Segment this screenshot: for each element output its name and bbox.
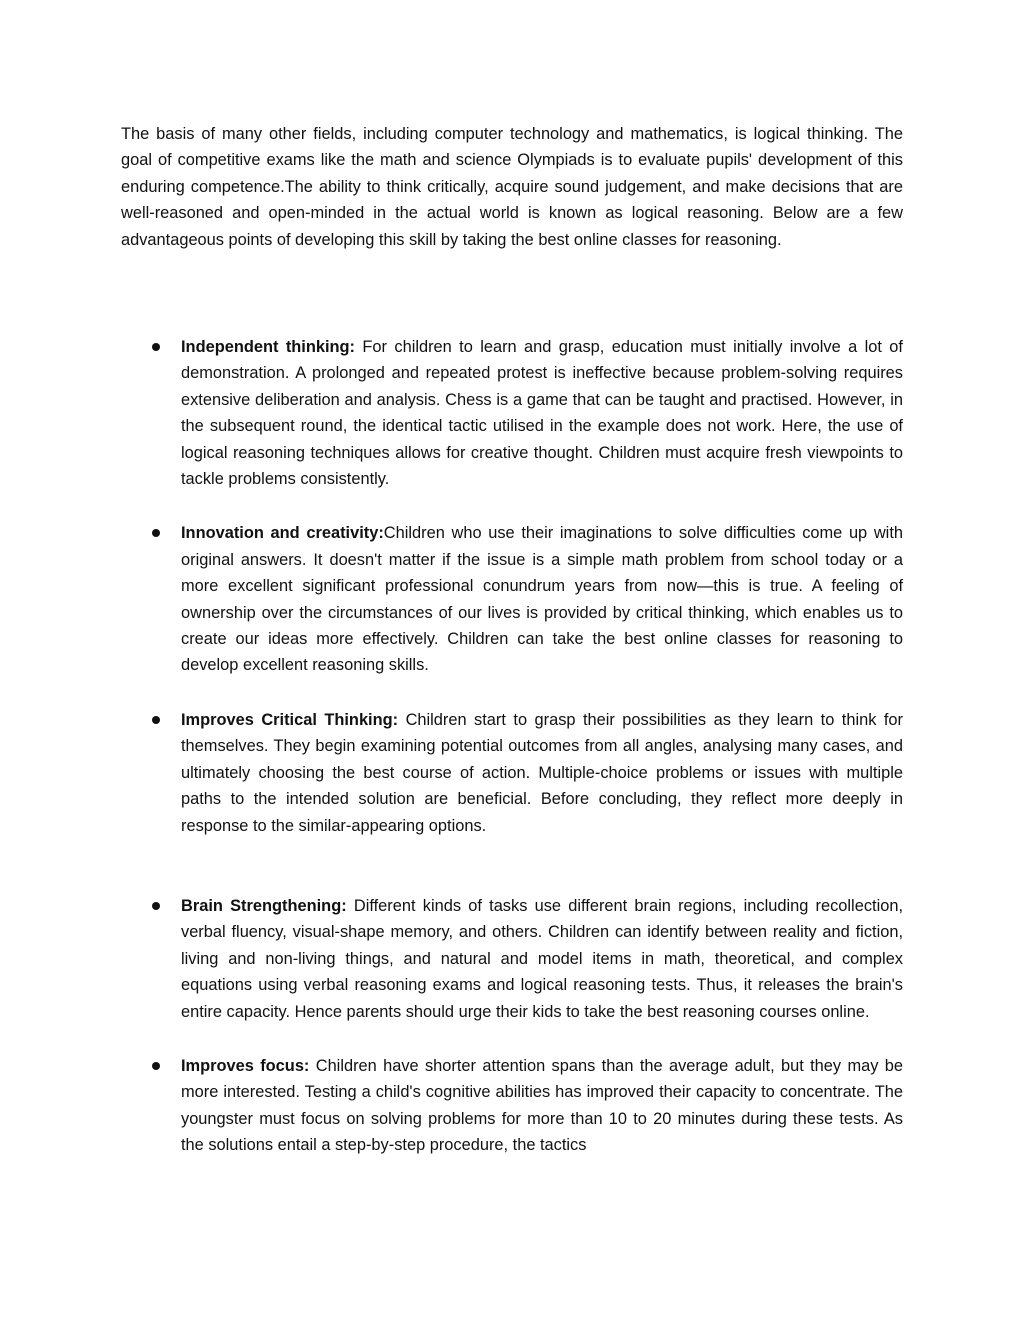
list-item <box>121 334 903 492</box>
bullet-icon <box>152 716 160 724</box>
bullet-icon <box>152 902 160 910</box>
benefits-list <box>121 334 903 1187</box>
bullet-icon <box>152 529 160 537</box>
bullet-text: Children start to grasp their possibilities as they learn to think for themselves. They begin examining potential outcomes from all angles, analysing many cases, and ultimately choosing the best course of action. Multiple-choice problems or issues with multiple paths to the intended solution are beneficial. Before concluding, they reflect more deeply in response to the similar-appearing options. <box>181 710 904 835</box>
bullet-heading: Improves focus: <box>181 1056 310 1075</box>
list-item <box>121 1053 903 1159</box>
list-item <box>121 707 903 839</box>
bullet-heading: Improves Critical Thinking: <box>181 710 399 729</box>
bullet-text: Children who use their imaginations to solve difficulties come up with original answers. It doesn't matter if the issue is a simple math problem from school today or a more excellent significant professional conundrum years from now—this is true. A feeling of ownership over the circumstances of our lives is provided by critical thinking, which enables us to create our ideas more effectively. Children can take the best online classes for reasoning to develop excellent reasoning skills. <box>181 524 903 675</box>
list-item <box>121 520 903 678</box>
bullet-icon <box>152 343 160 351</box>
bullet-icon <box>152 1062 160 1070</box>
bullet-text: Different kinds of tasks use different brain regions, including recollection, verbal fluency, visual-shape memory, and others. Children can identify between reality and fiction, living and non-living things, and natural and model items in math, theoretical, and complex equations using verbal reasoning exams and logical reasoning tests. Thus, it releases the brain's entire capacity. Hence parents should urge their kids to take the best reasoning courses online. <box>181 896 903 1021</box>
bullet-heading: Brain Strengthening: <box>181 896 347 915</box>
bullet-text: For children to learn and grasp, education must initially involve a lot of demonstration. A prolonged and repeated protest is ineffective because problem-solving requires extensive deliberation and analysis. Chess is a game that can be taught and practised. However, in the subsequent round, the identical tactic utilised in the example does not work. Here, the use of logical reasoning techniques allows for creative thought. Children must acquire fresh viewpoints to tackle problems consistently. <box>181 338 903 489</box>
bullet-heading: Independent thinking: <box>181 338 356 356</box>
bullet-text: Children have shorter attention spans than the average adult, but they may be more interested. Testing a child's cognitive abilities has improved their capacity to concentrate. The youngster must focus on solving problems for more than 10 to 20 minutes during these tests. As the solutions entail a step-by-step procedure, the tactics <box>181 1056 903 1155</box>
intro-paragraph: The basis of many other fields, including computer technology and mathematics, is logical thinking. The goal of competitive exams like the math and science Olympiads is to evaluate pupils' development of this enduring competence.The ability to think critically, acquire sound judgement, and make decisions that are well-reasoned and open-minded in the actual world is known as logical reasoning. Below are a few advantageous points of developing this skill by taking the best online classes for reasoning. <box>121 125 903 249</box>
bullet-heading: Innovation and creativity: <box>181 524 384 543</box>
list-item <box>121 893 903 1025</box>
